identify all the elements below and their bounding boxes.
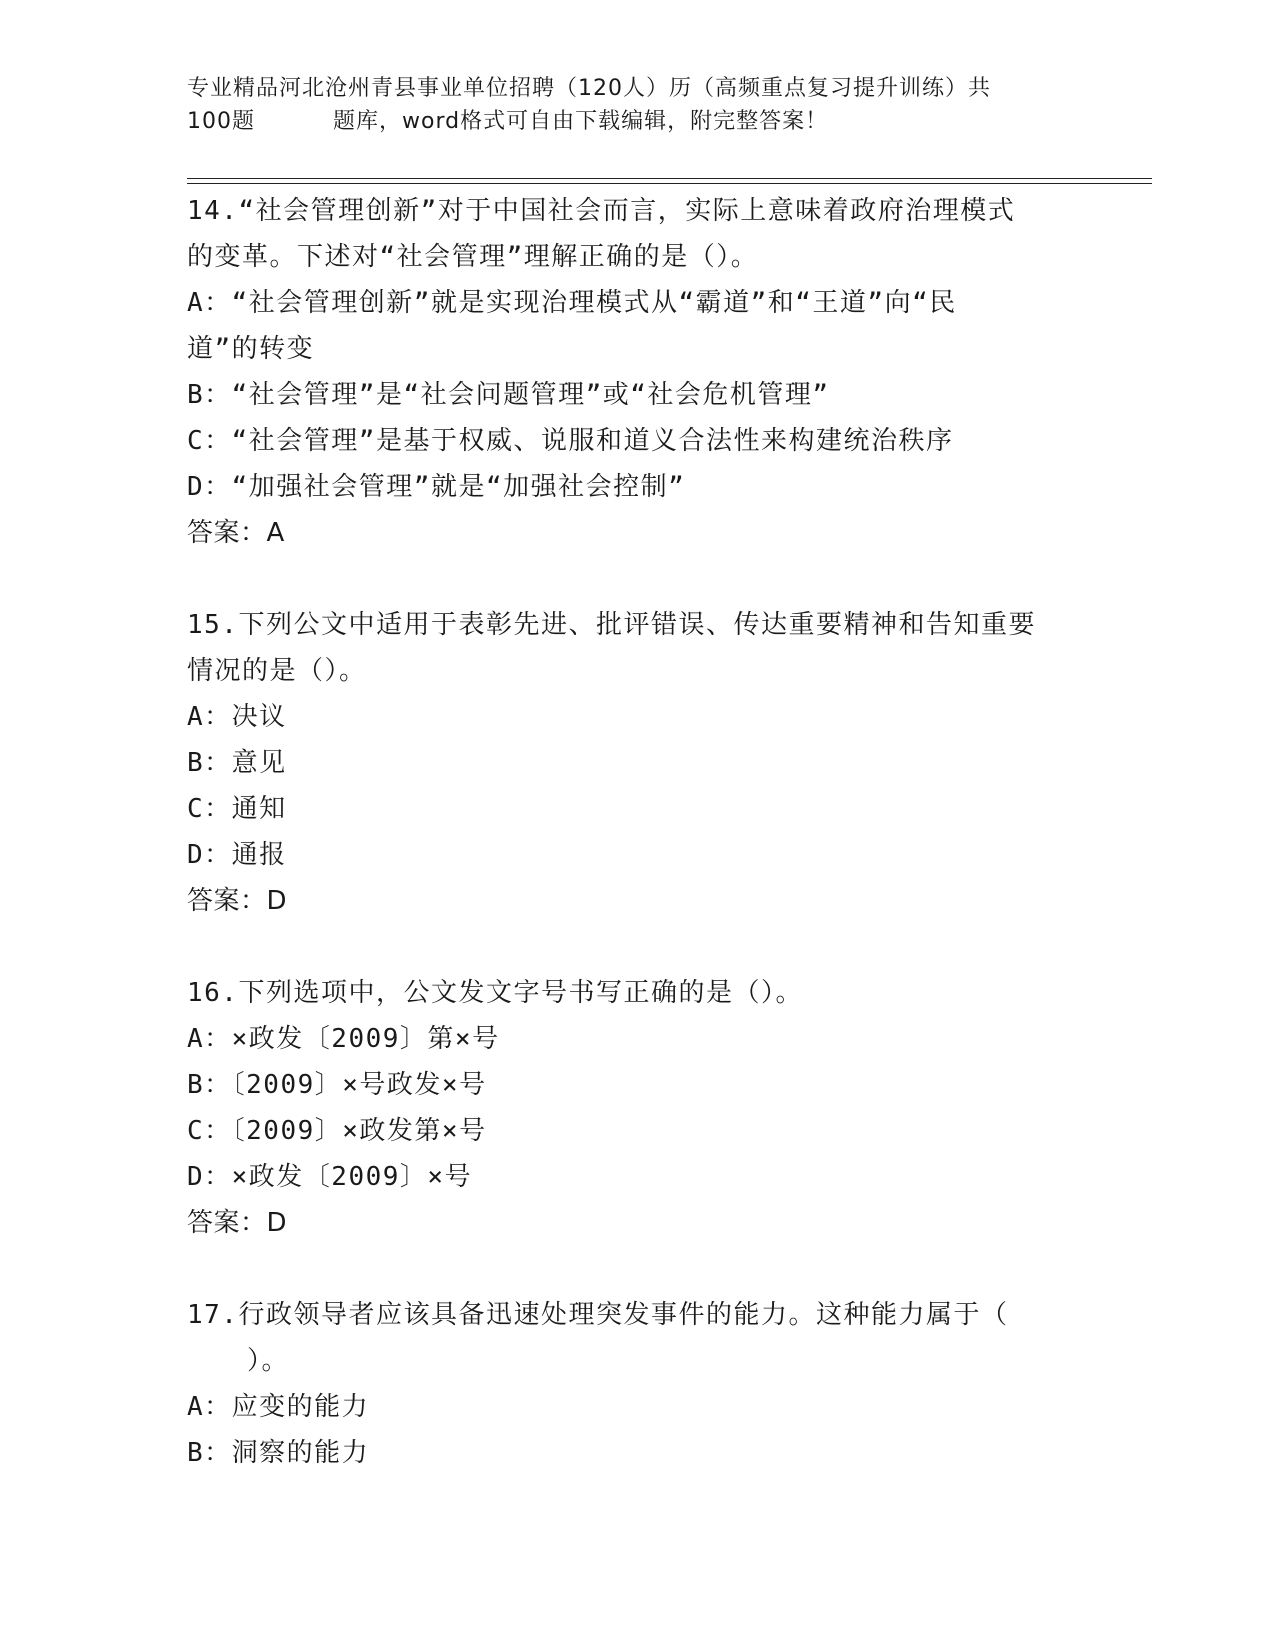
option-a-continued: 道”的转变: [187, 334, 315, 364]
document-header: [187, 72, 1087, 138]
question-stem: 情况的是（）。: [187, 656, 367, 686]
option-b: B：“社会管理”是“社会问题管理”或“社会危机管理”: [187, 380, 830, 410]
header-title-line1: 专业精品河北沧州青县事业单位招聘（120人）历（高频重点复习提升训练）共: [187, 76, 991, 101]
header-count: 100题: [187, 109, 255, 134]
option-c: C：“社会管理”是基于权威、说服和道义合法性来构建统治秩序: [187, 426, 954, 456]
answer: 答案：D: [187, 886, 288, 916]
option-d: D：通报: [187, 840, 287, 870]
option-d: D：×政发〔2009〕×号: [187, 1162, 473, 1192]
header-divider-top: [187, 178, 1152, 179]
question-stem: 17.行政领导者应该具备迅速处理突发事件的能力。这种能力属于（: [187, 1300, 1009, 1330]
option-a: A：“社会管理创新”就是实现治理模式从“霸道”和“王道”向“民: [187, 288, 957, 318]
header-divider-bottom: [187, 183, 1152, 184]
option-a: A：应变的能力: [187, 1392, 370, 1422]
option-a: A：决议: [187, 702, 287, 732]
question-stem: ）。: [247, 1346, 290, 1376]
question-stem: 14.“社会管理创新”对于中国社会而言，实际上意味着政府治理模式: [187, 196, 1016, 226]
option-d: D：“加强社会管理”就是“加强社会控制”: [187, 472, 686, 502]
question-stem: 的变革。下述对“社会管理”理解正确的是（）。: [187, 242, 759, 272]
answer: 答案：D: [187, 1208, 288, 1238]
header-title-line2: [187, 105, 1087, 138]
question-14: [187, 188, 1077, 556]
answer: 答案：A: [187, 518, 285, 548]
option-b: B：意见: [187, 748, 287, 778]
question-stem: 15.下列公文中适用于表彰先进、批评错误、传达重要精神和告知重要: [187, 610, 1036, 640]
question-list: [187, 188, 1077, 1476]
option-c: C：〔2009〕×政发第×号: [187, 1116, 487, 1146]
option-c: C：通知: [187, 794, 287, 824]
option-a: A：×政发〔2009〕第×号: [187, 1024, 500, 1054]
question-16: [187, 970, 1077, 1246]
option-b: B：洞察的能力: [187, 1438, 370, 1468]
question-stem: 16.下列选项中，公文发文字号书写正确的是（）。: [187, 978, 803, 1008]
question-15: [187, 602, 1077, 924]
question-17: [187, 1292, 1077, 1476]
option-b: B：〔2009〕×号政发×号: [187, 1070, 487, 1100]
header-subtitle: 题库，word格式可自由下载编辑，附完整答案！: [333, 109, 829, 134]
